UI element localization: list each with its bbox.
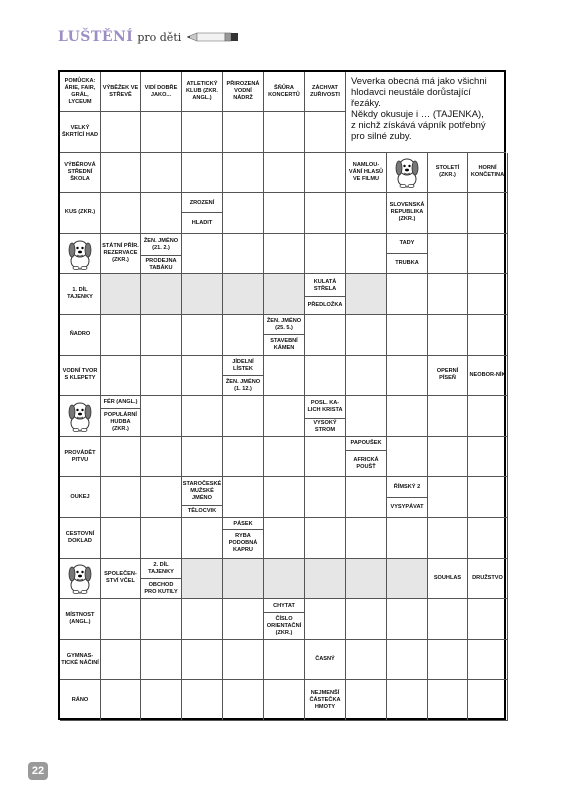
top-clue-5: ŠŇŮRA KONCERTŮ (264, 72, 305, 112)
answer-cell[interactable] (141, 518, 182, 559)
answer-cell[interactable] (305, 153, 346, 194)
answer-cell[interactable] (101, 153, 141, 194)
answer-cell[interactable] (223, 437, 264, 478)
clue-text: AFRICKÁ POUŠŤ (346, 450, 386, 476)
clue-text: ŘÍMSKÝ 2 (393, 484, 421, 491)
answer-cell[interactable] (305, 193, 346, 234)
crossword-grid (58, 70, 506, 720)
answer-cell[interactable] (182, 356, 223, 397)
answer-cell[interactable] (223, 315, 264, 356)
answer-cell[interactable] (468, 477, 508, 518)
answer-cell[interactable] (141, 112, 182, 153)
left-clue-1: VELKÝ ŠKRTÍCÍ HAD (60, 112, 101, 153)
answer-cell[interactable] (387, 640, 428, 681)
clue-text: VYSOKÝ STROM (305, 418, 345, 436)
answer-cell[interactable] (101, 437, 141, 478)
answer-cell[interactable] (346, 234, 387, 275)
answer-cell[interactable] (387, 396, 428, 437)
answer-cell[interactable] (305, 234, 346, 275)
answer-cell[interactable] (428, 193, 468, 234)
answer-cell[interactable] (101, 112, 141, 153)
left-clue-9: PROVÁDĚT PITVU (60, 437, 101, 478)
tajenka-clue-line: pro silné zuby. (351, 131, 412, 142)
tajenka-clue (346, 72, 506, 153)
clue-text: HLADIT (182, 212, 222, 232)
answer-cell[interactable] (141, 477, 182, 518)
answer-cell[interactable] (264, 477, 305, 518)
answer-cell[interactable] (264, 640, 305, 681)
clue-text: ČÍSLO ORIENTAČNÍ (ZKR.) (264, 612, 304, 638)
answer-cell[interactable] (468, 234, 508, 275)
split-clue-cell (101, 396, 141, 437)
answer-cell[interactable] (101, 518, 141, 559)
clue-text: PÁSEK (233, 520, 253, 527)
tajenka-answer-cell[interactable] (223, 559, 264, 600)
split-clue-cell (387, 234, 428, 275)
answer-cell[interactable] (387, 356, 428, 397)
dog-icon (60, 234, 101, 275)
inner-clue: SOUHLAS (428, 559, 468, 600)
clue-text: VYSYPÁVAT (387, 497, 427, 517)
answer-cell[interactable] (468, 640, 508, 681)
clue-text: STAROČESKÉ MUŽSKÉ JMÉNO (182, 481, 222, 502)
answer-cell[interactable] (305, 477, 346, 518)
clue-text: STAVEBNÍ KÁMEN (264, 334, 304, 354)
answer-cell[interactable] (428, 599, 468, 640)
left-clue-10: OUKEJ (60, 477, 101, 518)
answer-cell[interactable] (387, 437, 428, 478)
tajenka-answer-cell[interactable] (264, 274, 305, 315)
answer-cell[interactable] (101, 315, 141, 356)
answer-cell[interactable] (264, 437, 305, 478)
answer-cell[interactable] (264, 518, 305, 559)
answer-cell[interactable] (346, 640, 387, 681)
tajenka-answer-cell[interactable] (182, 274, 223, 315)
answer-cell[interactable] (223, 193, 264, 234)
answer-cell[interactable] (101, 680, 141, 721)
clue-text: ŽEN. JMÉNO (21. 2.) (143, 237, 179, 251)
answer-cell[interactable] (223, 599, 264, 640)
answer-cell[interactable] (428, 234, 468, 275)
tajenka-clue-line: z nichž získává vápník potřebný (351, 120, 486, 131)
inner-clue: DRUŽSTVO (468, 559, 508, 600)
answer-cell[interactable] (346, 518, 387, 559)
answer-cell[interactable] (468, 437, 508, 478)
inner-clue: ČASNÝ (305, 640, 346, 681)
inner-clue: STOLETÍ (ZKR.) (428, 153, 468, 194)
answer-cell[interactable] (223, 396, 264, 437)
answer-cell[interactable] (264, 234, 305, 275)
left-clue-6: ŇADRO (60, 315, 101, 356)
clue-text: 2. DÍL TAJENKY (148, 561, 174, 575)
answer-cell[interactable] (428, 315, 468, 356)
answer-cell[interactable] (141, 356, 182, 397)
clue-text: OBCHOD PRO KUTILY (141, 578, 181, 598)
answer-cell[interactable] (468, 599, 508, 640)
clue-text: TADY (399, 240, 415, 247)
clue-text: PAPOUŠEK (350, 440, 382, 447)
clue-text: PŘEDLOŽKA (305, 296, 345, 314)
split-clue-cell (141, 234, 182, 275)
left-clue-5: 1. DÍL TAJENKY (60, 274, 101, 315)
split-clue-cell (264, 599, 305, 640)
answer-cell[interactable] (223, 153, 264, 194)
tajenka-answer-cell[interactable] (101, 274, 141, 315)
answer-cell[interactable] (387, 680, 428, 721)
answer-cell[interactable] (468, 680, 508, 721)
answer-cell[interactable] (141, 599, 182, 640)
clue-text: POSL. KA-LICH KRISTA (307, 400, 343, 414)
answer-cell[interactable] (141, 193, 182, 234)
answer-cell[interactable] (387, 274, 428, 315)
tajenka-answer-cell[interactable] (264, 559, 305, 600)
tajenka-answer-cell[interactable] (346, 559, 387, 600)
top-clue-1: VÝBĚŽEK VE STŘEVĚ (101, 72, 141, 112)
clue-text: JÍDELNÍ LÍSTEK (232, 358, 254, 372)
left-clue-3: KUS (ZKR.) (60, 193, 101, 234)
answer-cell[interactable] (264, 153, 305, 194)
inner-clue: SLOVENSKÁ REPUBLIKA (ZKR.) (387, 193, 428, 234)
answer-cell[interactable] (264, 112, 305, 153)
split-clue-cell (305, 274, 346, 315)
answer-cell[interactable] (346, 477, 387, 518)
answer-cell[interactable] (305, 112, 346, 153)
answer-cell[interactable] (428, 680, 468, 721)
top-clue-6: ZÁCHVAT ZUŘIVOSTI (305, 72, 346, 112)
answer-cell[interactable] (468, 396, 508, 437)
header (58, 27, 239, 47)
answer-cell[interactable] (182, 234, 223, 275)
left-clue-2: VÝBĚROVÁ STŘEDNÍ ŠKOLA (60, 153, 101, 194)
brand-title: LUŠTĚNÍ (58, 29, 134, 45)
answer-cell[interactable] (346, 315, 387, 356)
split-clue-cell (387, 477, 428, 518)
top-clue-0: POMŮCKA: ÁRIE, FAIR, GRÁL, LYCEUM (60, 72, 101, 112)
answer-cell[interactable] (182, 396, 223, 437)
answer-cell[interactable] (141, 680, 182, 721)
top-clue-2: VIDÍ DOBŘE JAKO... (141, 72, 182, 112)
answer-cell[interactable] (346, 599, 387, 640)
split-clue-cell (223, 518, 264, 559)
clue-text: ŽEN. JMÉNO (1. 12.) (223, 375, 263, 395)
answer-cell[interactable] (101, 599, 141, 640)
inner-clue: SPOLEČEN-STVÍ VČEL (101, 559, 141, 600)
pencil-icon (187, 31, 239, 43)
left-clue-11: CESTOVNÍ DOKLAD (60, 518, 101, 559)
answer-cell[interactable] (182, 153, 223, 194)
answer-cell[interactable] (305, 315, 346, 356)
clue-text: ZROZENÍ (189, 199, 215, 206)
answer-cell[interactable] (387, 599, 428, 640)
answer-cell[interactable] (101, 477, 141, 518)
answer-cell[interactable] (428, 640, 468, 681)
answer-cell[interactable] (387, 315, 428, 356)
answer-cell[interactable] (223, 234, 264, 275)
answer-cell[interactable] (468, 518, 508, 559)
split-clue-cell (223, 356, 264, 397)
clue-text: KULATÁ STŘELA (313, 278, 337, 292)
answer-cell[interactable] (428, 437, 468, 478)
inner-clue: NEJMENŠÍ ČÁSTEČKA HMOTY (305, 680, 346, 721)
answer-cell[interactable] (346, 680, 387, 721)
split-clue-cell (141, 559, 182, 600)
answer-cell[interactable] (141, 153, 182, 194)
tajenka-answer-cell[interactable] (182, 559, 223, 600)
answer-cell[interactable] (305, 518, 346, 559)
left-clue-13: MÍSTNOST (ANGL.) (60, 599, 101, 640)
clue-text: CHYTAT (273, 602, 295, 609)
top-clue-4: PŘIROZENÁ VODNÍ NÁDRŽ (223, 72, 264, 112)
answer-cell[interactable] (141, 640, 182, 681)
answer-cell[interactable] (264, 356, 305, 397)
answer-cell[interactable] (346, 396, 387, 437)
clue-text: RYBA PODOBNÁ KAPRU (223, 529, 263, 557)
answer-cell[interactable] (468, 315, 508, 356)
answer-cell[interactable] (182, 112, 223, 153)
answer-cell[interactable] (468, 193, 508, 234)
answer-cell[interactable] (305, 356, 346, 397)
answer-cell[interactable] (264, 193, 305, 234)
inner-clue: STÁTNÍ PŘÍR. REZERVACE (ZKR.) (101, 234, 141, 275)
clue-text: ŽEN. JMÉNO (25. 5.) (266, 318, 302, 332)
dog-icon (60, 559, 101, 600)
answer-cell[interactable] (141, 437, 182, 478)
answer-cell[interactable] (141, 396, 182, 437)
answer-cell[interactable] (182, 315, 223, 356)
answer-cell[interactable] (182, 599, 223, 640)
tajenka-answer-cell[interactable] (223, 274, 264, 315)
dog-icon (60, 396, 101, 437)
clue-text: TĚLOCVIK (182, 505, 222, 517)
split-clue-cell (264, 315, 305, 356)
tajenka-answer-cell[interactable] (346, 274, 387, 315)
answer-cell[interactable] (468, 274, 508, 315)
tajenka-answer-cell[interactable] (305, 559, 346, 600)
clue-text: POPULÁRNÍ HUDBA (ZKR.) (101, 408, 140, 436)
page-number: 22 (28, 762, 48, 780)
answer-cell[interactable] (387, 518, 428, 559)
answer-cell[interactable] (346, 193, 387, 234)
top-clue-3: ATLETICKÝ KLUB (ZKR. ANGL.) (182, 72, 223, 112)
answer-cell[interactable] (182, 518, 223, 559)
left-clue-7: VODNÍ TVOR S KLEPETY (60, 356, 101, 397)
answer-cell[interactable] (141, 315, 182, 356)
split-clue-cell (346, 437, 387, 478)
split-clue-cell (182, 193, 223, 234)
answer-cell[interactable] (428, 396, 468, 437)
answer-cell[interactable] (346, 356, 387, 397)
tajenka-answer-cell[interactable] (387, 559, 428, 600)
inner-clue: NEOBOR-NÍK (468, 356, 508, 397)
dog-icon (387, 153, 428, 194)
inner-clue: OPERNÍ PÍSEŇ (428, 356, 468, 397)
left-clue-15: RÁNO (60, 680, 101, 721)
left-clue-14: GYMNAS-TICKÉ NÁČINÍ (60, 640, 101, 681)
split-clue-cell (182, 477, 223, 518)
clue-text: TRUBKA (387, 253, 427, 273)
answer-cell[interactable] (264, 680, 305, 721)
clue-text: FÉR (ANGL.) (103, 399, 138, 406)
answer-cell[interactable] (428, 518, 468, 559)
clue-text: PRODEJNA TABÁKU (141, 255, 181, 273)
answer-cell[interactable] (182, 640, 223, 681)
inner-clue: NAMLOU-VÁNÍ HLASŮ VE FILMU (346, 153, 387, 194)
answer-cell[interactable] (428, 274, 468, 315)
split-clue-cell (305, 396, 346, 437)
answer-cell[interactable] (101, 356, 141, 397)
answer-cell[interactable] (223, 112, 264, 153)
answer-cell[interactable] (101, 640, 141, 681)
answer-cell[interactable] (101, 193, 141, 234)
brand-subtitle: pro děti (137, 30, 182, 44)
answer-cell[interactable] (305, 599, 346, 640)
answer-cell[interactable] (223, 477, 264, 518)
tajenka-clue-line: hlodavci neustále dorůstající řezáky. (351, 87, 471, 109)
tajenka-clue-line: Veverka obecná má jako všichni (351, 76, 487, 87)
answer-cell[interactable] (305, 437, 346, 478)
answer-cell[interactable] (182, 437, 223, 478)
answer-cell[interactable] (264, 396, 305, 437)
answer-cell[interactable] (223, 680, 264, 721)
answer-cell[interactable] (182, 680, 223, 721)
answer-cell[interactable] (223, 640, 264, 681)
tajenka-answer-cell[interactable] (141, 274, 182, 315)
tajenka-clue-line: Někdy okusuje i … (TAJENKA), (351, 109, 484, 120)
inner-clue: HORNÍ KONČETINA (468, 153, 508, 194)
answer-cell[interactable] (428, 477, 468, 518)
